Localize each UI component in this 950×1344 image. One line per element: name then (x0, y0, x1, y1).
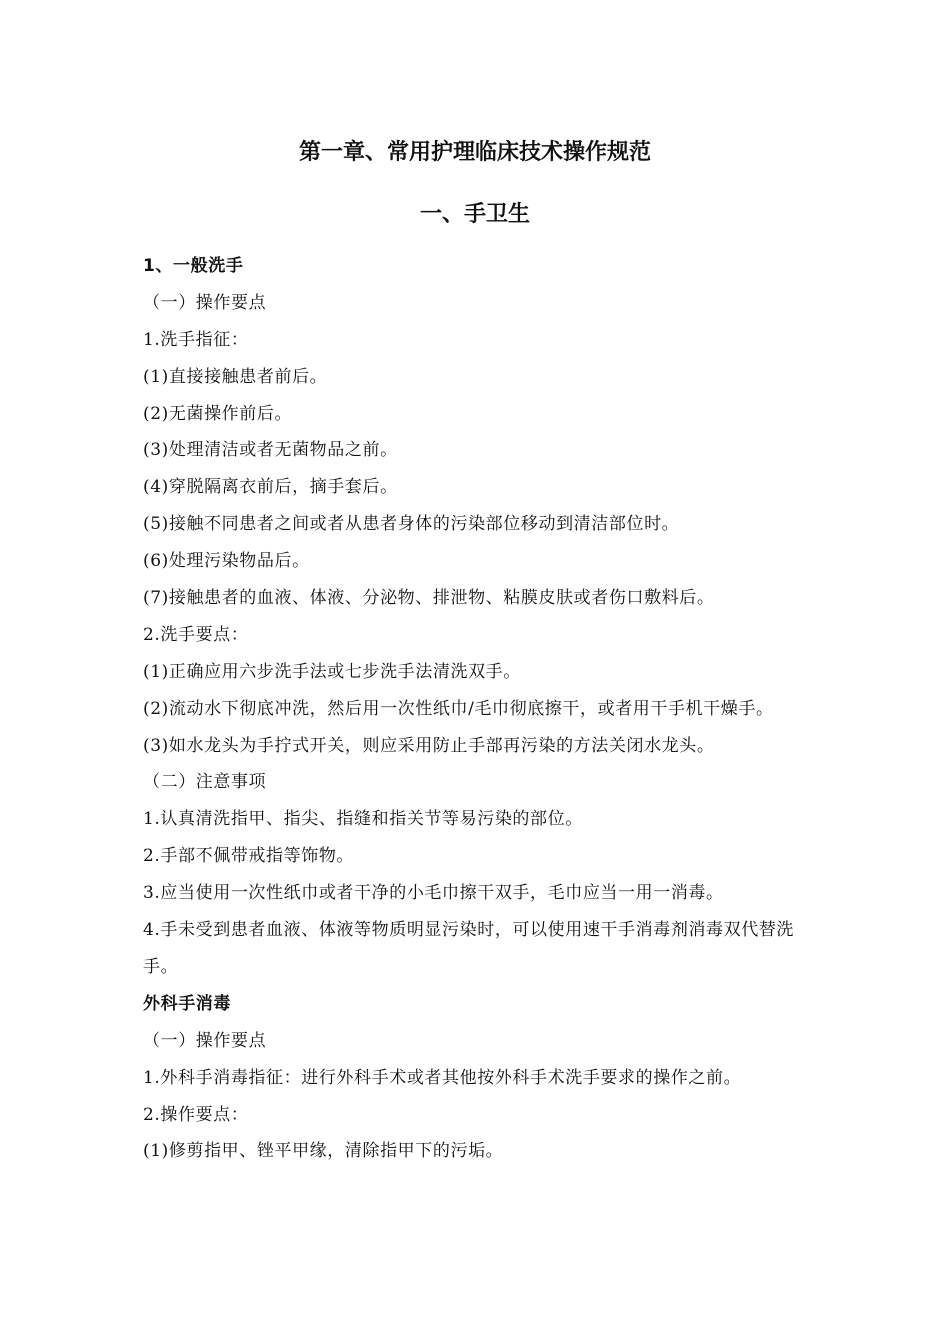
subheading-precautions: （二）注意事项 (143, 772, 267, 793)
paragraph-line: 4.手未受到患者血液、体液等物质明显污染时，可以使用速干手消毒剂消毒双代替洗手。 (143, 920, 795, 977)
heading-general-handwashing: 1、一般洗手 (143, 256, 244, 276)
paragraph-line: 1.认真清洗指甲、指尖、指缝和指关节等易污染的部位。 (143, 809, 583, 830)
chapter-title: 第一章、常用护理临床技术操作规范 (298, 140, 651, 165)
paragraph-line: (7)接触患者的血液、体液、分泌物、排泄物、粘膜皮肤或者伤口敷料后。 (143, 588, 715, 609)
paragraph-line: (2)流动水下彻底冲洗，然后用一次性纸巾/毛巾彻底擦干，或者用干手机干燥手。 (143, 698, 774, 719)
paragraph-line: (2)无菌操作前后。 (143, 403, 293, 424)
heading-surgical-hand-disinfection: 外科手消毒 (143, 993, 231, 1014)
paragraph-line: (3)如水龙头为手拧式开关，则应采用防止手部再污染的方法关闭水龙头。 (143, 735, 715, 756)
subheading-operation-points: （一）操作要点 (143, 292, 267, 313)
paragraph-line: (1)正确应用六步洗手法或七步洗手法清洗双手。 (143, 661, 521, 682)
paragraph-line: (5)接触不同患者之间或者从患者身体的污染部位移动到清洁部位时。 (143, 514, 680, 535)
paragraph-line: 1.外科手消毒指征：进行外科手术或者其他按外科手术洗手要求的操作之前。 (143, 1067, 742, 1088)
paragraph-line: 2.洗手要点： (143, 624, 249, 645)
paragraph-line: 2.手部不佩带戒指等饰物。 (143, 846, 355, 867)
document-body (143, 248, 811, 1170)
paragraph-line: (1)直接接触患者前后。 (143, 366, 328, 387)
subheading-operation-points: （一）操作要点 (143, 1030, 267, 1051)
section-title: 一、手卫生 (419, 202, 530, 227)
paragraph-line: (1)修剪指甲、锉平甲缘，清除指甲下的污垢。 (143, 1141, 504, 1162)
paragraph-line: 3.应当使用一次性纸巾或者干净的小毛巾擦干双手，毛巾应当一用一消毒。 (143, 883, 724, 904)
paragraph-line: (4)穿脱隔离衣前后，摘手套后。 (143, 477, 398, 498)
paragraph-line: (6)处理污染物品后。 (143, 551, 310, 572)
paragraph-line: 2.操作要点： (143, 1104, 249, 1125)
paragraph-line: 1.洗手指征： (143, 329, 249, 350)
paragraph-line: (3)处理清洁或者无菌物品之前。 (143, 440, 398, 461)
